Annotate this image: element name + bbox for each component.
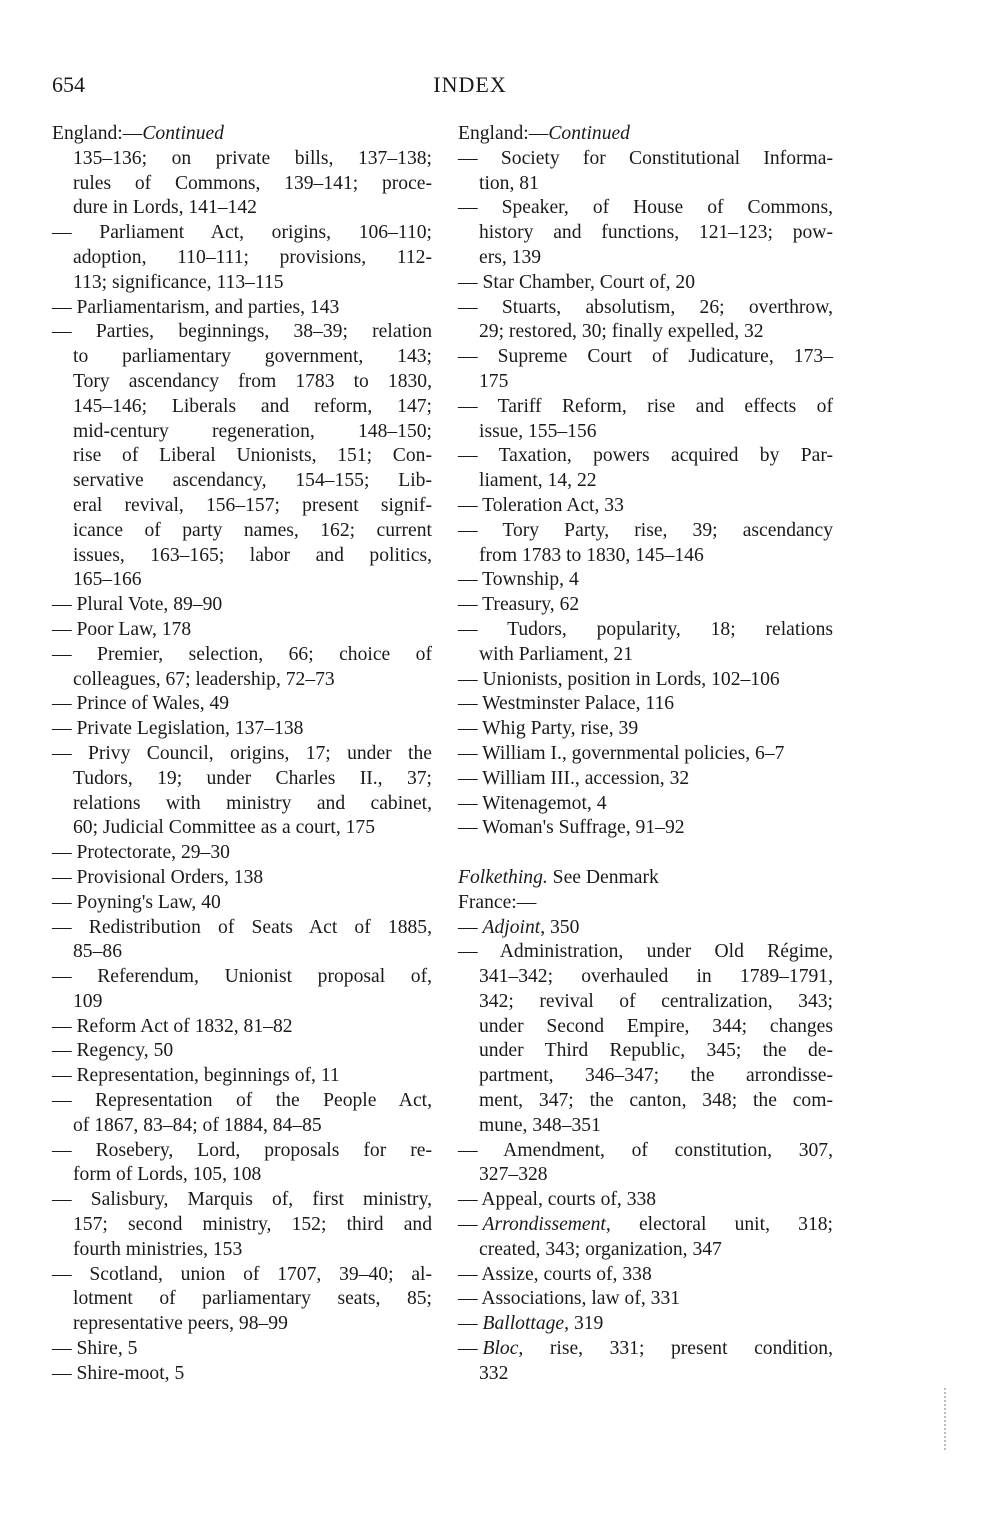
index-line <box>52 122 432 147</box>
index-text: — Star Chamber, Court of, 20 <box>458 271 696 293</box>
index-line <box>52 717 432 742</box>
index-text: 341–342; overhauled in 1789–1791, <box>479 966 833 988</box>
index-text: — Woman's Suffrage, 91–92 <box>458 817 685 839</box>
index-line <box>52 469 432 494</box>
index-line <box>458 891 833 916</box>
index-line <box>52 1188 432 1213</box>
index-line <box>458 345 833 370</box>
index-line <box>458 1188 833 1213</box>
index-text: England:— <box>458 123 549 144</box>
index-text: issue, 155–156 <box>479 420 597 442</box>
index-text: — William I., governmental policies, 6–7 <box>458 742 785 764</box>
index-text: eral revival, 156–157; present signif- <box>73 494 432 516</box>
index-text: ers, 139 <box>479 246 542 268</box>
index-text: — <box>458 916 483 938</box>
index-line <box>458 271 833 296</box>
index-line <box>52 196 432 221</box>
index-line <box>458 916 833 941</box>
index-text: — Provisional Orders, 138 <box>52 866 264 888</box>
index-line <box>458 1064 833 1089</box>
index-text: fourth ministries, 153 <box>73 1238 243 1260</box>
index-line <box>458 320 833 345</box>
index-text: — Administration, under Old Régime, <box>458 941 833 963</box>
index-text: — Premier, selection, 66; choice of <box>52 643 432 665</box>
index-line <box>52 1213 432 1238</box>
index-text: adoption, 110–111; provisions, 112- <box>73 246 432 268</box>
index-text: 342; revival of centralization, 343; <box>479 990 833 1012</box>
index-line <box>458 643 833 668</box>
index-line <box>458 1163 833 1188</box>
index-line <box>52 668 432 693</box>
index-text: 85–86 <box>73 941 122 963</box>
index-text: 175 <box>479 370 509 392</box>
index-line <box>52 1089 432 1114</box>
running-head: INDEX <box>433 72 507 97</box>
index-text: , rise, 331; present condition, <box>518 1338 833 1360</box>
index-text: — Parliament Act, origins, 106–110; <box>52 222 432 244</box>
index-line <box>458 1114 833 1139</box>
index-line <box>52 940 432 965</box>
index-line <box>52 395 432 420</box>
index-text: servative ascendancy, 154–155; Lib- <box>73 470 432 492</box>
index-line <box>458 519 833 544</box>
index-line <box>458 221 833 246</box>
index-line <box>458 1337 833 1362</box>
index-line <box>52 692 432 717</box>
index-text: issues, 163–165; labor and politics, <box>73 544 432 566</box>
index-italic-term: Ballottage <box>482 1313 565 1335</box>
index-text: — Supreme Court of Judicature, 173– <box>458 346 833 368</box>
index-text: — Appeal, courts of, 338 <box>458 1189 657 1211</box>
index-line <box>52 370 432 395</box>
index-text: 165–166 <box>73 569 142 591</box>
index-text: — Taxation, powers acquired by Par- <box>458 445 833 467</box>
index-text: — Tory Party, rise, 39; ascendancy <box>458 519 833 541</box>
index-text: 113; significance, 113–115 <box>73 271 284 293</box>
index-text: — Plural Vote, 89–90 <box>52 594 223 616</box>
index-column-left <box>52 122 432 1387</box>
index-text: — Salisbury, Marquis of, first ministry, <box>52 1189 432 1211</box>
index-line <box>458 1089 833 1114</box>
index-line <box>52 1337 432 1362</box>
index-text: — Protectorate, 29–30 <box>52 842 230 864</box>
index-line <box>458 1039 833 1064</box>
index-line <box>458 866 833 891</box>
index-line <box>52 444 432 469</box>
index-text: — <box>458 1214 483 1236</box>
index-text: — Westminster Palace, 116 <box>458 693 675 715</box>
index-line <box>52 891 432 916</box>
index-line <box>458 246 833 271</box>
index-text: 327–328 <box>479 1164 548 1186</box>
blank-line <box>458 841 833 866</box>
index-text: — Parties, beginnings, 38–39; relation <box>52 321 432 343</box>
index-text: England:— <box>52 123 143 144</box>
index-line <box>458 692 833 717</box>
index-line <box>52 320 432 345</box>
index-line <box>458 469 833 494</box>
index-line <box>52 1362 432 1387</box>
page-number: 654 <box>52 72 85 97</box>
index-line <box>52 1139 432 1164</box>
index-line <box>458 717 833 742</box>
index-text: — Unionists, position in Lords, 102–106 <box>458 668 780 690</box>
index-line <box>52 618 432 643</box>
index-text: to parliamentary government, 143; <box>73 346 432 368</box>
index-text: 109 <box>73 990 103 1012</box>
index-text: partment, 346–347; the arrondisse- <box>479 1065 833 1087</box>
index-line <box>52 841 432 866</box>
index-line <box>458 296 833 321</box>
index-text: , 350 <box>540 916 580 938</box>
index-text: — Speaker, of House of Commons, <box>458 197 833 219</box>
index-text: icance of party names, 162; current <box>73 519 432 541</box>
index-text: — Tariff Reform, rise and effects of <box>458 395 833 417</box>
index-text: 332 <box>479 1362 509 1384</box>
index-line <box>458 1139 833 1164</box>
index-text: history and functions, 121–123; pow- <box>479 222 833 244</box>
index-text: mune, 348–351 <box>479 1114 601 1136</box>
index-text: — Referendum, Unionist proposal of, <box>52 966 432 988</box>
index-text: — Toleration Act, 33 <box>458 494 624 516</box>
index-line <box>52 1015 432 1040</box>
index-line <box>52 1064 432 1089</box>
index-line <box>52 866 432 891</box>
index-text: — Society for Constitutional Informa- <box>458 147 833 169</box>
index-text: under Second Empire, 344; changes <box>479 1015 833 1037</box>
index-text: 60; Judicial Committee as a court, 175 <box>73 817 376 839</box>
index-line <box>458 767 833 792</box>
index-line <box>458 1238 833 1263</box>
index-italic-term: Continued <box>548 123 630 144</box>
index-text: — Poor Law, 178 <box>52 618 192 640</box>
index-text: — Representation, beginnings of, 11 <box>52 1065 340 1087</box>
index-text: of 1867, 83–84; of 1884, 84–85 <box>73 1114 322 1136</box>
index-text: created, 343; organization, 347 <box>479 1238 722 1260</box>
index-line <box>52 916 432 941</box>
index-line <box>52 271 432 296</box>
index-line <box>458 196 833 221</box>
index-text: 145–146; Liberals and reform, 147; <box>73 395 432 417</box>
index-line <box>52 1312 432 1337</box>
index-line <box>458 395 833 420</box>
index-text: , electoral unit, 318; <box>605 1214 833 1236</box>
index-text: — Poyning's Law, 40 <box>52 891 221 913</box>
index-line <box>52 1287 432 1312</box>
index-text: — Assize, courts of, 338 <box>458 1263 652 1285</box>
index-line <box>458 618 833 643</box>
index-italic-term: Folkething. <box>458 866 548 888</box>
index-text: — Privy Council, origins, 17; under the <box>52 742 432 764</box>
index-text: — Tudors, popularity, 18; relations <box>458 618 833 640</box>
index-italic-term: Continued <box>142 123 224 144</box>
index-text: liament, 14, 22 <box>479 470 597 492</box>
index-line <box>458 172 833 197</box>
index-line <box>52 420 432 445</box>
index-column-right <box>458 122 833 1387</box>
index-italic-term: Arrondissement <box>482 1214 606 1236</box>
index-text: lotment of parliamentary seats, 85; <box>73 1288 432 1310</box>
index-text: mid-century regeneration, 148–150; <box>73 420 432 442</box>
index-line <box>458 593 833 618</box>
index-line <box>52 816 432 841</box>
index-text: under Third Republic, 345; the de- <box>479 1040 833 1062</box>
index-line <box>52 147 432 172</box>
index-text: — William III., accession, 32 <box>458 767 690 789</box>
index-text: — <box>458 1313 483 1335</box>
index-line <box>458 544 833 569</box>
index-text: — Reform Act of 1832, 81–82 <box>52 1015 293 1037</box>
index-line <box>458 742 833 767</box>
index-line <box>52 568 432 593</box>
index-line <box>52 643 432 668</box>
index-line <box>458 147 833 172</box>
index-line <box>458 1362 833 1387</box>
index-text: — Stuarts, absolutism, 26; overthrow, <box>458 296 833 318</box>
index-line <box>458 444 833 469</box>
index-line <box>52 345 432 370</box>
index-line <box>52 1114 432 1139</box>
index-text: — Treasury, 62 <box>458 594 580 616</box>
index-text: — Witenagemot, 4 <box>458 792 607 814</box>
index-text: — Scotland, union of 1707, 39–40; al- <box>52 1263 432 1285</box>
index-text: rise of Liberal Unionists, 151; Con- <box>73 445 432 467</box>
index-italic-term: Bloc <box>482 1338 519 1360</box>
index-line <box>52 990 432 1015</box>
index-text: — Amendment, of constitution, 307, <box>458 1139 833 1161</box>
index-text: — Prince of Wales, 49 <box>52 693 230 715</box>
index-line <box>458 1312 833 1337</box>
index-text: — Shire, 5 <box>52 1338 138 1360</box>
index-text: — Private Legislation, 137–138 <box>52 718 304 740</box>
index-line <box>52 767 432 792</box>
index-line <box>52 296 432 321</box>
index-text: — Parliamentarism, and parties, 143 <box>52 296 340 318</box>
index-text: France:— <box>458 891 537 913</box>
index-line <box>458 494 833 519</box>
index-line <box>458 370 833 395</box>
index-line <box>458 1287 833 1312</box>
index-line <box>52 1263 432 1288</box>
index-text: Tudors, 19; under Charles II., 37; <box>73 767 432 789</box>
index-text: 135–136; on private bills, 137–138; <box>73 147 432 169</box>
index-text: — <box>458 1338 483 1360</box>
index-text: from 1783 to 1830, 145–146 <box>479 544 704 566</box>
index-text: — Redistribution of Seats Act of 1885, <box>52 916 432 938</box>
index-text: — Whig Party, rise, 39 <box>458 718 639 740</box>
index-text: — Rosebery, Lord, proposals for re- <box>52 1139 432 1161</box>
index-text: tion, 81 <box>479 172 539 194</box>
index-text: — Shire-moot, 5 <box>52 1362 185 1384</box>
index-line <box>52 172 432 197</box>
index-line <box>52 1039 432 1064</box>
index-text: dure in Lords, 141–142 <box>73 197 257 219</box>
index-text: colleagues, 67; leadership, 72–73 <box>73 668 335 690</box>
index-text: — Representation of the People Act, <box>52 1090 432 1112</box>
index-text: representative peers, 98–99 <box>73 1313 288 1335</box>
index-line <box>52 494 432 519</box>
scan-mark <box>944 1388 948 1450</box>
index-text: Tory ascendancy from 1783 to 1830, <box>73 370 432 392</box>
index-text: — Associations, law of, 331 <box>458 1288 681 1310</box>
index-text: See Denmark <box>547 866 659 888</box>
page-header <box>0 72 1000 102</box>
index-line <box>458 965 833 990</box>
index-line <box>52 965 432 990</box>
index-line <box>458 940 833 965</box>
index-line <box>458 816 833 841</box>
index-text: relations with ministry and cabinet, <box>73 792 432 814</box>
index-line <box>458 1263 833 1288</box>
index-line <box>458 568 833 593</box>
index-line <box>458 990 833 1015</box>
index-text: rules of Commons, 139–141; proce- <box>73 172 432 194</box>
index-text: ment, 347; the canton, 348; the com- <box>479 1090 833 1112</box>
index-line <box>52 593 432 618</box>
index-line <box>458 1015 833 1040</box>
index-line <box>458 668 833 693</box>
index-line <box>52 742 432 767</box>
index-text: 157; second ministry, 152; third and <box>73 1214 432 1236</box>
index-line <box>458 792 833 817</box>
index-line <box>52 1238 432 1263</box>
index-italic-term: Adjoint <box>482 916 541 938</box>
index-line <box>52 544 432 569</box>
index-line <box>52 519 432 544</box>
index-line <box>458 420 833 445</box>
index-text: form of Lords, 105, 108 <box>73 1164 262 1186</box>
index-line <box>52 246 432 271</box>
index-line <box>52 792 432 817</box>
index-line <box>52 221 432 246</box>
index-text: — Regency, 50 <box>52 1040 174 1062</box>
index-text: , 319 <box>564 1313 604 1335</box>
index-line <box>458 122 833 147</box>
index-text: 29; restored, 30; finally expelled, 32 <box>479 321 764 343</box>
index-line <box>52 1163 432 1188</box>
index-line <box>458 1213 833 1238</box>
index-text: — Township, 4 <box>458 569 579 591</box>
index-text: with Parliament, 21 <box>479 643 634 665</box>
